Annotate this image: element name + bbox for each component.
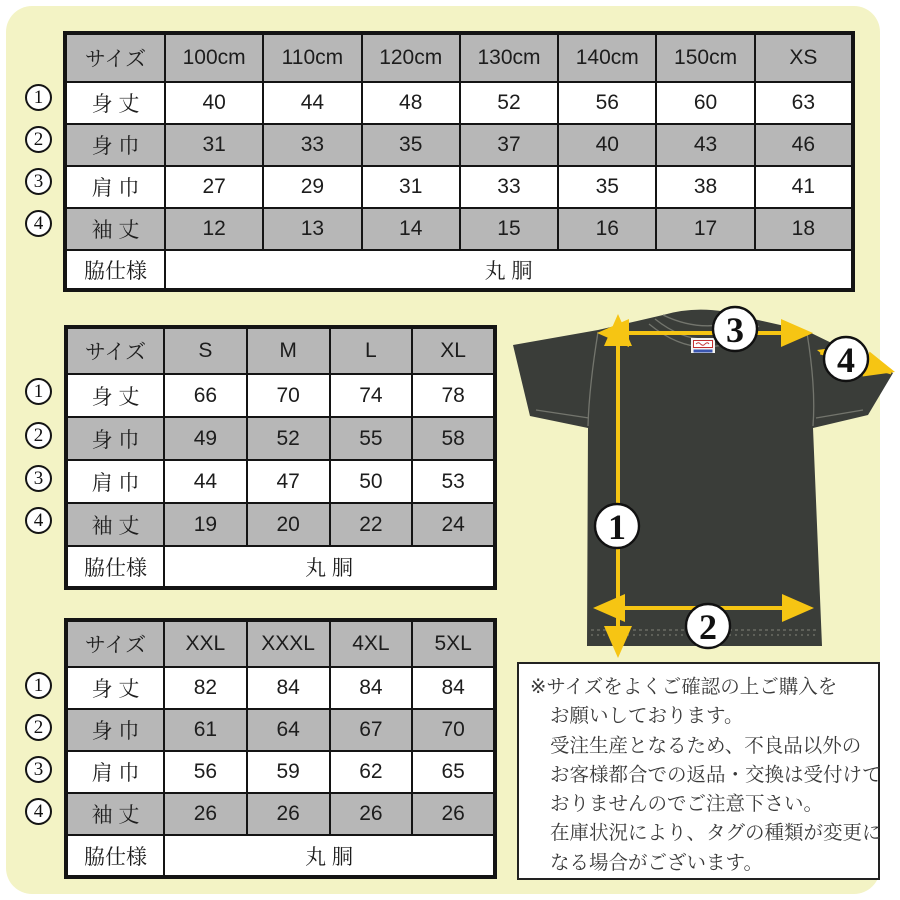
- size-value-cell: 48: [362, 82, 460, 124]
- row-label: 袖 丈: [66, 503, 164, 546]
- size-value-cell: 19: [164, 503, 247, 546]
- size-value-cell: 15: [460, 208, 558, 250]
- row-callout-4: 4: [25, 798, 52, 825]
- size-value-cell: 56: [164, 751, 247, 793]
- column-header: 4XL: [330, 620, 413, 667]
- column-header: サイズ: [66, 620, 164, 667]
- size-value-cell: 24: [412, 503, 495, 546]
- size-value-cell: 43: [656, 124, 754, 166]
- size-value-cell: 18: [755, 208, 853, 250]
- size-value-cell: 70: [412, 709, 495, 751]
- column-header: 110cm: [263, 33, 361, 82]
- note-line: おりませんのでご注意下さい。: [550, 793, 824, 816]
- size-value-cell: 14: [362, 208, 460, 250]
- footer-label: 脇仕様: [66, 546, 164, 588]
- note-line: 在庫状況により、タグの種類が変更に: [550, 822, 882, 845]
- row-label: 身 丈: [66, 374, 164, 417]
- row-callout-2: 2: [25, 422, 52, 449]
- size-value-cell: 52: [247, 417, 330, 460]
- size-value-cell: 44: [263, 82, 361, 124]
- column-header: S: [164, 327, 247, 374]
- size-value-cell: 60: [656, 82, 754, 124]
- row-callout-3: 3: [25, 465, 52, 492]
- row-callout-3: 3: [25, 756, 52, 783]
- column-header: XXXL: [247, 620, 330, 667]
- callout-2: 2: [699, 607, 717, 647]
- size-value-cell: 16: [558, 208, 656, 250]
- column-header: XXL: [164, 620, 247, 667]
- row-callout-4: 4: [25, 507, 52, 534]
- size-value-cell: 56: [558, 82, 656, 124]
- row-callout-2: 2: [25, 714, 52, 741]
- size-value-cell: 46: [755, 124, 853, 166]
- size-value-cell: 59: [247, 751, 330, 793]
- size-value-cell: 47: [247, 460, 330, 503]
- note-line: 受注生産となるため、不良品以外の: [550, 734, 862, 757]
- note-line: お願いしております。: [550, 705, 744, 728]
- size-value-cell: 64: [247, 709, 330, 751]
- note-line: なる場合がございます。: [550, 851, 763, 874]
- size-value-cell: 26: [164, 793, 247, 835]
- row-label: 身 巾: [66, 709, 164, 751]
- size-value-cell: 66: [164, 374, 247, 417]
- row-label: 袖 丈: [66, 793, 164, 835]
- size-value-cell: 67: [330, 709, 413, 751]
- size-value-cell: 74: [330, 374, 413, 417]
- row-label: 身 丈: [66, 667, 164, 709]
- size-value-cell: 17: [656, 208, 754, 250]
- size-value-cell: 35: [558, 166, 656, 208]
- size-value-cell: 84: [412, 667, 495, 709]
- row-callout-4: 4: [25, 210, 52, 237]
- size-value-cell: 70: [247, 374, 330, 417]
- row-callout-2: 2: [25, 126, 52, 153]
- column-header: 120cm: [362, 33, 460, 82]
- row-callout-1: 1: [25, 84, 52, 111]
- footer-value: 丸 胴: [164, 546, 495, 588]
- kids-size-table: [63, 31, 855, 292]
- size-value-cell: 62: [330, 751, 413, 793]
- row-label: 肩 巾: [66, 460, 164, 503]
- size-value-cell: 20: [247, 503, 330, 546]
- tshirt-measurement-diagram: [505, 298, 900, 662]
- size-value-cell: 40: [165, 82, 263, 124]
- size-value-cell: 61: [164, 709, 247, 751]
- row-label: 肩 巾: [66, 751, 164, 793]
- row-label: 肩 巾: [65, 166, 165, 208]
- plus-size-table: [64, 618, 497, 879]
- size-value-cell: 50: [330, 460, 413, 503]
- size-value-cell: 12: [165, 208, 263, 250]
- size-value-cell: 52: [460, 82, 558, 124]
- callout-1: 1: [608, 507, 626, 547]
- column-header: 140cm: [558, 33, 656, 82]
- row-callout-3: 3: [25, 168, 52, 195]
- adult-size-table: [64, 325, 497, 590]
- size-value-cell: 63: [755, 82, 853, 124]
- size-value-cell: 44: [164, 460, 247, 503]
- footer-value: 丸 胴: [164, 835, 495, 877]
- size-value-cell: 82: [164, 667, 247, 709]
- size-value-cell: 58: [412, 417, 495, 460]
- column-header: XS: [755, 33, 853, 82]
- column-header: 100cm: [165, 33, 263, 82]
- size-value-cell: 27: [165, 166, 263, 208]
- column-header: L: [330, 327, 413, 374]
- footer-label: 脇仕様: [65, 250, 165, 290]
- footer-value: 丸 胴: [165, 250, 853, 290]
- column-header: XL: [412, 327, 495, 374]
- size-value-cell: 49: [164, 417, 247, 460]
- footer-label: 脇仕様: [66, 835, 164, 877]
- size-value-cell: 22: [330, 503, 413, 546]
- size-value-cell: 41: [755, 166, 853, 208]
- size-value-cell: 35: [362, 124, 460, 166]
- column-header: M: [247, 327, 330, 374]
- purchase-note-box: [517, 662, 880, 880]
- column-header: 5XL: [412, 620, 495, 667]
- size-value-cell: 26: [247, 793, 330, 835]
- size-value-cell: 40: [558, 124, 656, 166]
- column-header: サイズ: [66, 327, 164, 374]
- note-line: お客様都合での返品・交換は受付けて: [550, 763, 882, 786]
- size-value-cell: 65: [412, 751, 495, 793]
- size-value-cell: 26: [412, 793, 495, 835]
- size-value-cell: 84: [247, 667, 330, 709]
- size-value-cell: 55: [330, 417, 413, 460]
- column-header: 130cm: [460, 33, 558, 82]
- size-value-cell: 84: [330, 667, 413, 709]
- size-value-cell: 29: [263, 166, 361, 208]
- callout-3: 3: [726, 310, 744, 350]
- size-value-cell: 31: [165, 124, 263, 166]
- size-value-cell: 53: [412, 460, 495, 503]
- size-value-cell: 33: [263, 124, 361, 166]
- shoulder-width-line: [605, 331, 805, 335]
- column-header: 150cm: [656, 33, 754, 82]
- size-value-cell: 78: [412, 374, 495, 417]
- column-header: サイズ: [65, 33, 165, 82]
- callout-4: 4: [837, 340, 855, 380]
- size-value-cell: 38: [656, 166, 754, 208]
- size-value-cell: 31: [362, 166, 460, 208]
- size-value-cell: 33: [460, 166, 558, 208]
- brand-tag-icon: [691, 338, 715, 353]
- note-line: ※サイズをよくご確認の上ご購入を: [530, 676, 838, 698]
- row-label: 身 巾: [66, 417, 164, 460]
- row-label: 袖 丈: [65, 208, 165, 250]
- size-value-cell: 26: [330, 793, 413, 835]
- size-value-cell: 13: [263, 208, 361, 250]
- row-callout-1: 1: [25, 378, 52, 405]
- size-value-cell: 37: [460, 124, 558, 166]
- row-label: 身 丈: [65, 82, 165, 124]
- row-callout-1: 1: [25, 672, 52, 699]
- row-label: 身 巾: [65, 124, 165, 166]
